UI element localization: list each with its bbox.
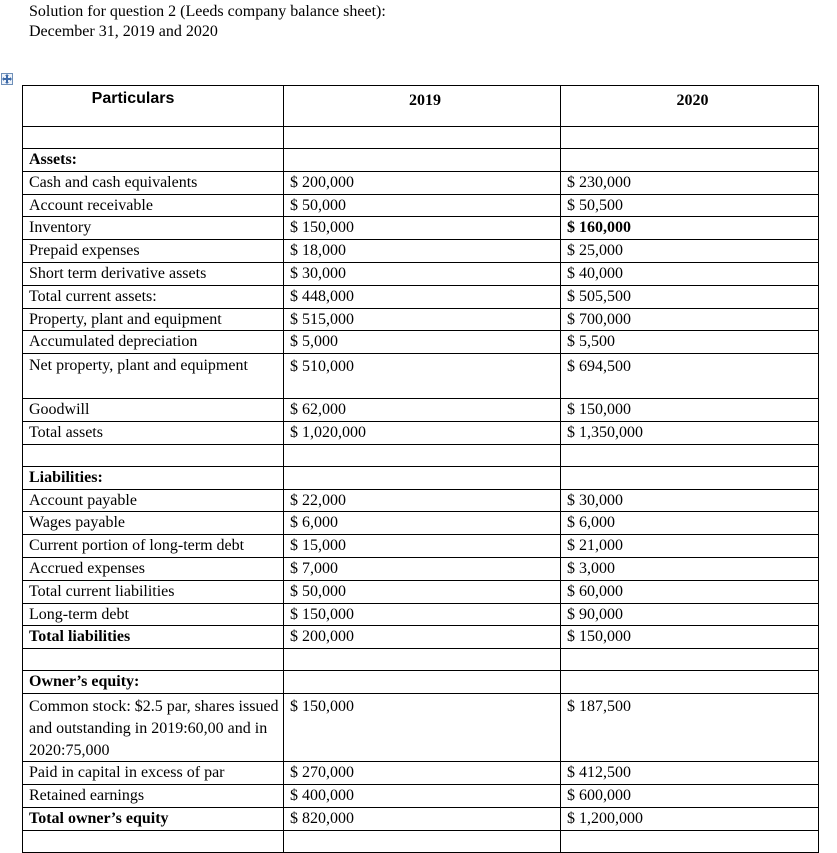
value-2020: $ 187,500 — [561, 693, 819, 761]
value-2019: $ 150,000 — [284, 217, 561, 240]
table-row — [23, 580, 819, 603]
value-2019 — [284, 830, 561, 852]
value-2020: $ 5,500 — [561, 331, 819, 354]
value-2019: $ 200,000 — [284, 626, 561, 649]
value-2019: $ 1,020,000 — [284, 421, 561, 444]
table-row — [23, 308, 819, 331]
value-2020: $ 694,500 — [561, 354, 819, 399]
value-2019: $ 515,000 — [284, 308, 561, 331]
value-2019: $ 50,000 — [284, 194, 561, 217]
table-row — [23, 421, 819, 444]
row-label: Total liabilities — [23, 626, 284, 649]
value-2019: $ 820,000 — [284, 807, 561, 830]
value-2020 — [561, 466, 819, 489]
row-label: Account payable — [23, 489, 284, 512]
value-2019: $ 200,000 — [284, 171, 561, 194]
row-label: Accumulated depreciation — [23, 331, 284, 354]
table-row — [23, 830, 819, 852]
value-2019 — [284, 149, 561, 172]
value-2019: $ 6,000 — [284, 512, 561, 535]
value-2019: $ 510,000 — [284, 354, 561, 399]
row-label — [23, 444, 284, 466]
value-2020 — [561, 149, 819, 172]
row-label: Net property, plant and equipment — [23, 354, 284, 399]
value-2020 — [561, 671, 819, 694]
row-label: Prepaid expenses — [23, 240, 284, 263]
value-2020 — [561, 649, 819, 671]
value-2019: $ 5,000 — [284, 331, 561, 354]
value-2019: $ 15,000 — [284, 535, 561, 558]
header-2019: 2019 — [284, 86, 561, 127]
table-row — [23, 399, 819, 422]
table-row — [23, 489, 819, 512]
table-row — [23, 194, 819, 217]
table-row — [23, 354, 819, 399]
value-2020: $ 412,500 — [561, 762, 819, 785]
value-2019 — [284, 466, 561, 489]
row-label — [23, 127, 284, 149]
value-2019 — [284, 671, 561, 694]
document-heading — [29, 2, 386, 42]
row-label: Total assets — [23, 421, 284, 444]
table-row — [23, 762, 819, 785]
value-2019: $ 150,000 — [284, 693, 561, 761]
table-header-row — [23, 86, 819, 127]
value-2020: $ 21,000 — [561, 535, 819, 558]
row-label: Goodwill — [23, 399, 284, 422]
row-label: Inventory — [23, 217, 284, 240]
value-2020 — [561, 444, 819, 466]
value-2020: $ 600,000 — [561, 785, 819, 808]
table-row — [23, 603, 819, 626]
table-row — [23, 785, 819, 808]
value-2020: $ 60,000 — [561, 580, 819, 603]
row-label: Total owner’s equity — [23, 807, 284, 830]
row-label — [23, 830, 284, 852]
row-label: Total current assets: — [23, 285, 284, 308]
table-row — [23, 535, 819, 558]
value-2019: $ 22,000 — [284, 489, 561, 512]
row-label: Cash and cash equivalents — [23, 171, 284, 194]
table-row — [23, 262, 819, 285]
value-2019: $ 30,000 — [284, 262, 561, 285]
row-label: Short term derivative assets — [23, 262, 284, 285]
table-row — [23, 240, 819, 263]
section-label-assets: Assets: — [23, 149, 284, 172]
row-label: Accrued expenses — [23, 557, 284, 580]
row-label: Property, plant and equipment — [23, 308, 284, 331]
table-row — [23, 693, 819, 761]
table-row — [23, 466, 819, 489]
value-2020: $ 40,000 — [561, 262, 819, 285]
section-label-liabilities: Liabilities: — [23, 466, 284, 489]
value-2020: $ 25,000 — [561, 240, 819, 263]
header-particulars: Particulars — [23, 86, 284, 127]
balance-sheet-table — [22, 85, 819, 853]
value-2020: $ 6,000 — [561, 512, 819, 535]
value-2020: $ 160,000 — [561, 217, 819, 240]
value-2020 — [561, 830, 819, 852]
value-2019 — [284, 127, 561, 149]
table-row — [23, 626, 819, 649]
heading-line-1: Solution for question 2 (Leeds company balance sheet): — [29, 3, 386, 20]
value-2020: $ 30,000 — [561, 489, 819, 512]
table-row — [23, 807, 819, 830]
value-2020: $ 505,500 — [561, 285, 819, 308]
table-row — [23, 557, 819, 580]
value-2019: $ 62,000 — [284, 399, 561, 422]
value-2020: $ 50,500 — [561, 194, 819, 217]
table-row — [23, 217, 819, 240]
table-row — [23, 127, 819, 149]
value-2020: $ 700,000 — [561, 308, 819, 331]
value-2019: $ 270,000 — [284, 762, 561, 785]
table-row — [23, 444, 819, 466]
table-row — [23, 512, 819, 535]
value-2019 — [284, 649, 561, 671]
value-2019: $ 18,000 — [284, 240, 561, 263]
row-label: Wages payable — [23, 512, 284, 535]
row-label: Account receivable — [23, 194, 284, 217]
heading-line-2: December 31, 2019 and 2020 — [29, 23, 218, 40]
table-row — [23, 285, 819, 308]
row-label: Retained earnings — [23, 785, 284, 808]
move-arrows-icon — [2, 74, 12, 84]
value-2019: $ 448,000 — [284, 285, 561, 308]
value-2020: $ 150,000 — [561, 626, 819, 649]
value-2019: $ 150,000 — [284, 603, 561, 626]
table-row — [23, 331, 819, 354]
value-2020: $ 1,350,000 — [561, 421, 819, 444]
value-2020: $ 230,000 — [561, 171, 819, 194]
value-2019 — [284, 444, 561, 466]
value-2020: $ 3,000 — [561, 557, 819, 580]
value-2020: $ 1,200,000 — [561, 807, 819, 830]
table-row — [23, 171, 819, 194]
table-row — [23, 649, 819, 671]
row-label: Current portion of long-term debt — [23, 535, 284, 558]
table-move-handle[interactable] — [1, 73, 13, 85]
table-row — [23, 149, 819, 172]
row-label: Long-term debt — [23, 603, 284, 626]
row-label: Total current liabilities — [23, 580, 284, 603]
value-2019: $ 400,000 — [284, 785, 561, 808]
header-2020: 2020 — [561, 86, 819, 127]
table-row — [23, 671, 819, 694]
row-label: Paid in capital in excess of par — [23, 762, 284, 785]
value-2019: $ 7,000 — [284, 557, 561, 580]
row-label — [23, 649, 284, 671]
section-label-owners-equity: Owner’s equity: — [23, 671, 284, 694]
value-2020 — [561, 127, 819, 149]
value-2020: $ 90,000 — [561, 603, 819, 626]
value-2019: $ 50,000 — [284, 580, 561, 603]
row-label: Common stock: $2.5 par, shares issued and outstanding in 2019:60,00 and in 2020:75,000 — [23, 693, 284, 761]
value-2020: $ 150,000 — [561, 399, 819, 422]
